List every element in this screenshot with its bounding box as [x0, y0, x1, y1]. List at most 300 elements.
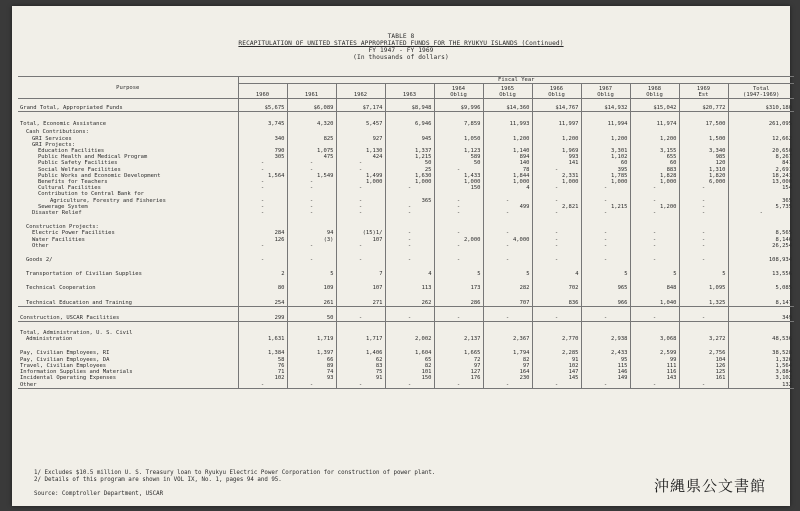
row-value: 7 [336, 263, 385, 277]
row-value: 1,325 [679, 292, 728, 307]
row-value: 2,137 [434, 336, 483, 342]
row-value [434, 322, 483, 337]
row-label: Contribution to Central Bank for [38, 191, 144, 198]
row-value: 150 [434, 185, 483, 191]
row-value [630, 216, 679, 230]
row-value: - [385, 185, 434, 191]
row-value: 883 [630, 167, 679, 173]
row-label: Public Safety Facilities [38, 160, 118, 167]
row-value: - [434, 230, 483, 236]
row-value: 1,500 [679, 136, 728, 142]
row-label: GRI Services [32, 135, 72, 142]
row-value: - [287, 167, 336, 173]
row-value: 1,200 [532, 136, 581, 142]
row-value: 6,946 [385, 112, 434, 128]
row-value [434, 216, 483, 230]
row-value: 841 [728, 160, 794, 166]
fiscal-year-header: Fiscal Year [238, 77, 794, 84]
row-value: 1,102 [581, 154, 630, 160]
row-value: - [679, 198, 728, 204]
row-value: 993 [532, 154, 581, 160]
row-value: 2,821 [532, 204, 581, 210]
row-value: 655 [630, 154, 679, 160]
row-value: 965 [581, 277, 630, 291]
row-value: - [483, 243, 532, 249]
row-value: 113 [385, 277, 434, 291]
row-value: 8,565 [728, 230, 794, 236]
row-value: 145 [532, 375, 581, 381]
row-value [630, 127, 679, 135]
row-value: 1,785 [581, 173, 630, 179]
row-value: 1,075 [287, 148, 336, 154]
archive-stamp: 沖縄県公文書館 [653, 477, 766, 495]
row-value: 945 [385, 136, 434, 142]
row-label: Technical Education and Training [26, 299, 132, 306]
row-value: 848 [630, 277, 679, 291]
row-value: 1,000 [385, 179, 434, 185]
row-value: - [679, 249, 728, 263]
row-value: 3,745 [238, 112, 287, 128]
row-label: Total, Administration, U. S. Civil [18, 322, 238, 337]
year-header-line1: 1965 [500, 86, 515, 92]
row-value: - [287, 160, 336, 166]
row-value: 395 [581, 167, 630, 173]
row-value: 95 [581, 357, 630, 363]
row-value: 340 [238, 136, 287, 142]
row-value: - [679, 185, 728, 191]
table-row [18, 292, 794, 307]
row-label: Technical Cooperation [26, 285, 96, 292]
row-label: GRI Projects: [32, 141, 76, 148]
row-value: - [434, 198, 483, 204]
row-value: 927 [336, 136, 385, 142]
row-value: 4 [483, 185, 532, 191]
row-value: 1,630 [385, 173, 434, 179]
row-value: - [336, 160, 385, 166]
row-value: 286 [434, 292, 483, 307]
row-value: 271 [336, 292, 385, 307]
row-value: 102 [238, 375, 287, 381]
year-header-line2: Oblig [597, 92, 614, 98]
row-value: - [630, 382, 679, 389]
row-value: 1,123 [434, 148, 483, 154]
row-value: 38,528 [728, 342, 794, 356]
row-value: 1,794 [483, 342, 532, 356]
row-value [728, 216, 794, 230]
row-value: 12,662 [728, 136, 794, 142]
row-value: 1,130 [336, 148, 385, 154]
row-value: - [238, 179, 287, 185]
row-value: 1,433 [434, 173, 483, 179]
year-header-line2: Oblig [548, 92, 565, 98]
row-value: - [679, 243, 728, 249]
row-value: 102 [532, 363, 581, 369]
row-value: - [336, 185, 385, 191]
year-header-line1: Total [752, 86, 770, 92]
row-value: 5,085 [728, 277, 794, 291]
row-value: 261 [287, 292, 336, 307]
row-label: Goods 2/ [26, 257, 53, 264]
row-value: - [238, 204, 287, 210]
row-value: 150 [385, 375, 434, 381]
row-value: 1,040 [630, 292, 679, 307]
row-value [728, 127, 794, 135]
year-header-line2: Oblig [499, 92, 516, 98]
row-value: - [581, 210, 630, 216]
row-value: 305 [238, 154, 287, 160]
row-value: $9,996 [434, 99, 483, 112]
row-value: $14,360 [483, 99, 532, 112]
year-header [483, 84, 532, 99]
row-value: 2,691 [728, 167, 794, 173]
row-value: - [581, 185, 630, 191]
year-header-line2: Oblig [646, 92, 663, 98]
row-value: 5 [287, 263, 336, 277]
row-label: Social Welfare Facilities [38, 166, 121, 173]
row-value: $7,174 [336, 99, 385, 112]
row-label: Other [32, 242, 49, 249]
row-value: 94 [287, 230, 336, 236]
table-row [18, 249, 794, 263]
row-value [532, 322, 581, 337]
table-row [18, 322, 794, 337]
row-value: 424 [336, 154, 385, 160]
row-label: Cultural Facilities [38, 185, 101, 192]
row-value: 1,844 [483, 173, 532, 179]
row-value: 499 [483, 204, 532, 210]
row-value: - [385, 237, 434, 243]
row-value: - [434, 306, 483, 321]
row-value: - [581, 243, 630, 249]
row-value: 1,200 [483, 136, 532, 142]
row-value: 1,564 [238, 173, 287, 179]
row-value: 8,146 [728, 237, 794, 243]
year-header-line1: 1968 [647, 86, 662, 92]
row-value: - [287, 210, 336, 216]
row-value [385, 127, 434, 135]
row-value: - [238, 160, 287, 166]
row-value: 75 [336, 369, 385, 375]
row-value: - [238, 167, 287, 173]
row-value: 149 [581, 375, 630, 381]
row-value [679, 322, 728, 337]
row-value: - [336, 249, 385, 263]
row-value: 1,969 [532, 148, 581, 154]
row-value: 1,310 [679, 167, 728, 173]
row-value: $15,042 [630, 99, 679, 112]
row-value [581, 127, 630, 135]
row-value: 894 [483, 154, 532, 160]
row-value: - [532, 198, 581, 204]
row-value: 6,000 [679, 179, 728, 185]
row-value: 1,717 [336, 336, 385, 342]
row-value [238, 216, 287, 230]
row-value: 66 [287, 357, 336, 363]
row-value: - [679, 204, 728, 210]
row-value: 74 [287, 369, 336, 375]
row-value: 4,000 [483, 237, 532, 243]
row-value: 2,002 [385, 336, 434, 342]
row-value: - [336, 210, 385, 216]
row-value: 1,549 [287, 173, 336, 179]
row-value: 1,337 [385, 148, 434, 154]
row-value: 230 [483, 375, 532, 381]
source-note: Source: Comptroller Department, USCAR [34, 491, 164, 497]
row-value: - [581, 237, 630, 243]
row-value: 3,884 [728, 369, 794, 375]
row-value: 1,604 [385, 342, 434, 356]
row-value: 50 [434, 160, 483, 166]
row-value: $8,948 [385, 99, 434, 112]
row-value: 101 [385, 369, 434, 375]
table-number: TABLE 8 [387, 33, 415, 40]
year-header [385, 84, 434, 99]
row-value: - [238, 185, 287, 191]
row-value: - [630, 237, 679, 243]
row-value: 126 [238, 237, 287, 243]
table-row [18, 216, 794, 230]
row-value: 5,735 [728, 204, 794, 210]
row-value [630, 322, 679, 337]
document-page [12, 6, 793, 506]
year-header [287, 84, 336, 99]
row-label: Grand Total, Appropriated Funds [20, 105, 123, 111]
row-value: 141 [532, 160, 581, 166]
row-value: 2,770 [532, 336, 581, 342]
row-value: 1,050 [434, 136, 483, 142]
row-value: 1,215 [581, 204, 630, 210]
row-label: Information Supplies and Materials [20, 369, 133, 376]
row-value: 91 [336, 375, 385, 381]
row-value: - [483, 306, 532, 321]
row-value [483, 322, 532, 337]
row-value: 1,406 [336, 342, 385, 356]
row-value: 116 [630, 369, 679, 375]
row-value: 254 [238, 292, 287, 307]
row-value: 127 [434, 369, 483, 375]
row-value [581, 216, 630, 230]
row-value: - [287, 243, 336, 249]
row-value: 176 [434, 375, 483, 381]
row-value: - [287, 179, 336, 185]
table-unit: (In thousands of dollars) [353, 54, 449, 61]
row-value: 173 [434, 277, 483, 291]
table-row [18, 127, 794, 135]
row-value: 7,859 [434, 112, 483, 128]
row-value: - [483, 249, 532, 263]
row-label: Total, Economic Assistance [18, 112, 238, 128]
row-value: 50 [287, 306, 336, 321]
row-value: 3,102 [728, 375, 794, 381]
row-value: 76 [238, 363, 287, 369]
footnote-2: 2/ Details of this program are shown in VOL IX, No. 1, pages 94 and 95. [34, 477, 282, 483]
row-value: 4 [532, 263, 581, 277]
row-value: - [532, 306, 581, 321]
row-value: 25 [385, 167, 434, 173]
row-value [483, 216, 532, 230]
row-value: 836 [532, 292, 581, 307]
row-value: 1,820 [679, 173, 728, 179]
year-header-line2: Oblig [450, 92, 467, 98]
row-value: - [581, 249, 630, 263]
row-value: 365 [385, 198, 434, 204]
row-value: 18,243 [728, 173, 794, 179]
table-row [18, 277, 794, 291]
year-header [238, 84, 287, 99]
table-title: RECAPITULATION OF UNITED STATES APPROPRIATED FUNDS FOR THE RYUKYU ISLANDS (Continued) [238, 40, 564, 47]
row-value: - [679, 230, 728, 236]
table-row [18, 306, 794, 321]
row-value: - [679, 210, 728, 216]
row-value: 65 [385, 357, 434, 363]
row-value: 5 [630, 263, 679, 277]
row-value: - [238, 382, 287, 389]
row-value: $310,180 [728, 99, 794, 112]
row-value: 125 [679, 369, 728, 375]
row-label: Pay, Civilian Employees, DA [20, 356, 110, 363]
row-label: Public Health and Medical Program [38, 154, 148, 161]
row-value: - [483, 382, 532, 389]
row-label: Other [18, 382, 238, 389]
table-row [18, 342, 794, 356]
row-value: 1,000 [336, 179, 385, 185]
row-value: - [728, 210, 794, 216]
row-value: - [483, 210, 532, 216]
row-value: - [532, 167, 581, 173]
row-value: 707 [483, 292, 532, 307]
row-value: 5,457 [336, 112, 385, 128]
row-value: - [581, 230, 630, 236]
row-value: 50 [385, 160, 434, 166]
row-value: - [532, 243, 581, 249]
row-value: - [581, 382, 630, 389]
year-header-line1: 1964 [451, 86, 466, 92]
row-value: 262 [385, 292, 434, 307]
row-value: 3,272 [679, 336, 728, 342]
row-value: 48,536 [728, 336, 794, 342]
row-value: 2,433 [581, 342, 630, 356]
row-value: 2,938 [581, 336, 630, 342]
row-value: - [238, 210, 287, 216]
row-value: - [532, 249, 581, 263]
row-label: Sewerage System [38, 203, 88, 210]
row-value: 11,994 [581, 112, 630, 128]
row-value: 2,331 [532, 173, 581, 179]
row-label: Electric Power Facilities [32, 230, 115, 237]
row-value: - [385, 249, 434, 263]
row-value: 1,499 [336, 173, 385, 179]
row-value: 589 [434, 154, 483, 160]
row-value [728, 322, 794, 337]
row-value: - [434, 167, 483, 173]
row-value [679, 216, 728, 230]
row-value: 2,599 [630, 342, 679, 356]
row-value: - [434, 382, 483, 389]
row-label: Incidental Operating Expenses [20, 375, 117, 382]
row-value: - [336, 204, 385, 210]
table-row [18, 382, 794, 389]
row-value: 2,000 [434, 237, 483, 243]
row-value: 1,719 [287, 336, 336, 342]
row-value: 82 [385, 363, 434, 369]
row-value [434, 127, 483, 135]
row-value: (3) [287, 237, 336, 243]
row-value: $20,772 [679, 99, 728, 112]
row-value: $14,932 [581, 99, 630, 112]
row-value: 161 [679, 375, 728, 381]
row-value: - [532, 237, 581, 243]
row-value: 140 [483, 160, 532, 166]
row-label: Transportation of Civilian Supplies [26, 271, 142, 278]
row-value: 147 [532, 369, 581, 375]
row-value: 107 [336, 277, 385, 291]
row-value: 26,254 [728, 243, 794, 249]
row-value: 1,000 [532, 179, 581, 185]
row-value: 126 [679, 363, 728, 369]
year-header-line2: 1962 [353, 92, 368, 98]
row-value: - [238, 249, 287, 263]
row-value: 2,367 [483, 336, 532, 342]
row-value [385, 322, 434, 337]
row-value [679, 127, 728, 135]
year-header [532, 84, 581, 99]
year-header [630, 84, 679, 99]
row-value: 11,974 [630, 112, 679, 128]
row-label: Disaster Relief [32, 210, 82, 217]
row-value: 1,326 [728, 357, 794, 363]
row-value: 1,000 [581, 179, 630, 185]
row-value [238, 322, 287, 337]
row-value: 5 [434, 263, 483, 277]
row-value: 146 [581, 369, 630, 375]
row-value: 3,155 [630, 148, 679, 154]
row-value: 111 [630, 363, 679, 369]
row-value: 2,756 [679, 342, 728, 356]
row-value: - [336, 382, 385, 389]
row-value: - [336, 243, 385, 249]
row-value: - [630, 230, 679, 236]
appropriations-table [18, 76, 794, 389]
row-label: Benefits for Teachers [38, 179, 108, 186]
row-label: Administration [26, 336, 73, 343]
row-value: 702 [532, 277, 581, 291]
row-value: 4,320 [287, 112, 336, 128]
row-value: - [630, 210, 679, 216]
row-label: Travel, Civilian Employees [20, 362, 107, 369]
row-value: 13,000 [728, 179, 794, 185]
row-value: 1,215 [385, 154, 434, 160]
row-value: - [434, 210, 483, 216]
row-value: 1,200 [630, 136, 679, 142]
row-value: 365 [728, 198, 794, 204]
row-value: $14,767 [532, 99, 581, 112]
row-value: 62 [336, 357, 385, 363]
row-value: - [630, 243, 679, 249]
row-value: 1,564 [728, 363, 794, 369]
row-value: 143 [630, 375, 679, 381]
row-value: 60 [581, 160, 630, 166]
row-value: 2,285 [532, 342, 581, 356]
row-value: - [238, 198, 287, 204]
row-value: 104 [679, 357, 728, 363]
row-value: 115 [581, 363, 630, 369]
row-value: 107 [336, 237, 385, 243]
row-value: (15)1/ [336, 230, 385, 236]
footnote-1: 1/ Excludes $10.5 million U. S. Treasury loan to Ryukyu Electric Power Corporation for construction of power plant. [34, 470, 436, 476]
row-value: 72 [434, 357, 483, 363]
row-value: - [238, 243, 287, 249]
row-value: - [336, 198, 385, 204]
